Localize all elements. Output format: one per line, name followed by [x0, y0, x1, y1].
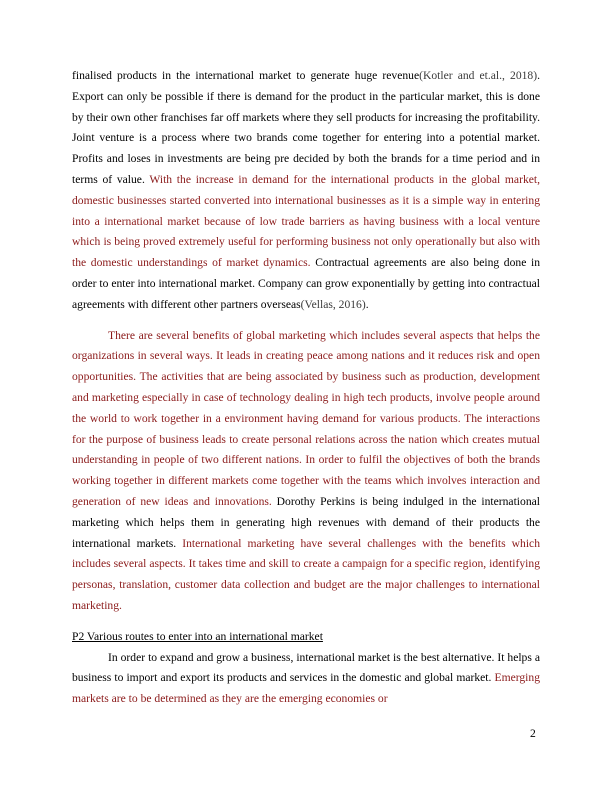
section-heading: P2 Various routes to enter into an international market: [72, 629, 323, 643]
highlighted-text: There are several benefits of global marketing which includes several aspects that helps the organizations in several ways. It leads in creating peace among nations and it reduces risk and open opportunities. The activities that are being associated by business such as production, development and marketing especially in case of technology dealing in high tech products, involve people around the world to work together in a environment having demand for various products. The interactions for the purpose of business leads to create personal relations across the nation which creates mutual understanding in people of two different nations. In order to fulfil the objectives of both the brands working together in different markets come together with the teams which involves interaction and generation of new ideas and innovations.: [72, 328, 540, 508]
text-span: . Export can only be possible if there is demand for the product in the particular market, this is done by their own other franchises far off markets where they sell products for increasing the profitability. Joint venture is a process where two brands come together for entering into a potential market. Profits and loses in investments are being pre decided by both the brands for a time period and in terms of value.: [72, 69, 540, 186]
paragraph-1: [72, 66, 540, 316]
text-span: finalised products in the international market to generate huge revenue: [72, 69, 420, 82]
highlighted-text: With the increase in demand for the international products in the global market, domestic businesses started converted into international businesses as it is a simple way in entering into a international market because of low trade barriers as having business with a local venture which is being proved extremely useful for performing business not only operationally but also with the domestic understandings of market dynamics.: [72, 172, 541, 270]
highlighted-text: International marketing have several challenges with the benefits which includes several aspects. It takes time and skill to create a campaign for a specific region, identifying personas, translation, customer data collection and budget are the major challenges to international marketing.: [72, 536, 540, 612]
text-span: In order to expand and grow a business, international market is the best alternative. It helps a business to import and export its products and services in the domestic and global market.: [72, 650, 540, 685]
page-number: 2: [530, 727, 536, 740]
citation: (Kotler and et.al., 2018): [419, 69, 538, 82]
text-span: .: [365, 297, 369, 311]
paragraph-3: [72, 648, 540, 710]
text-span: Dorothy Perkins is being indulged in the international marketing which helps them in generating high revenues with demand of their products the international markets.: [72, 494, 540, 550]
text-span: Contractual agreements are also being done in order to enter into international market. Company can grow exponentially by getting into contractual agreements with different other partners overseas: [72, 256, 540, 311]
paragraph-2: [72, 326, 540, 617]
highlighted-text: Emerging markets are to be determined as they are the emerging economies or: [72, 671, 540, 706]
document-page: [72, 66, 540, 710]
citation: (Vellas, 2016): [300, 297, 366, 311]
